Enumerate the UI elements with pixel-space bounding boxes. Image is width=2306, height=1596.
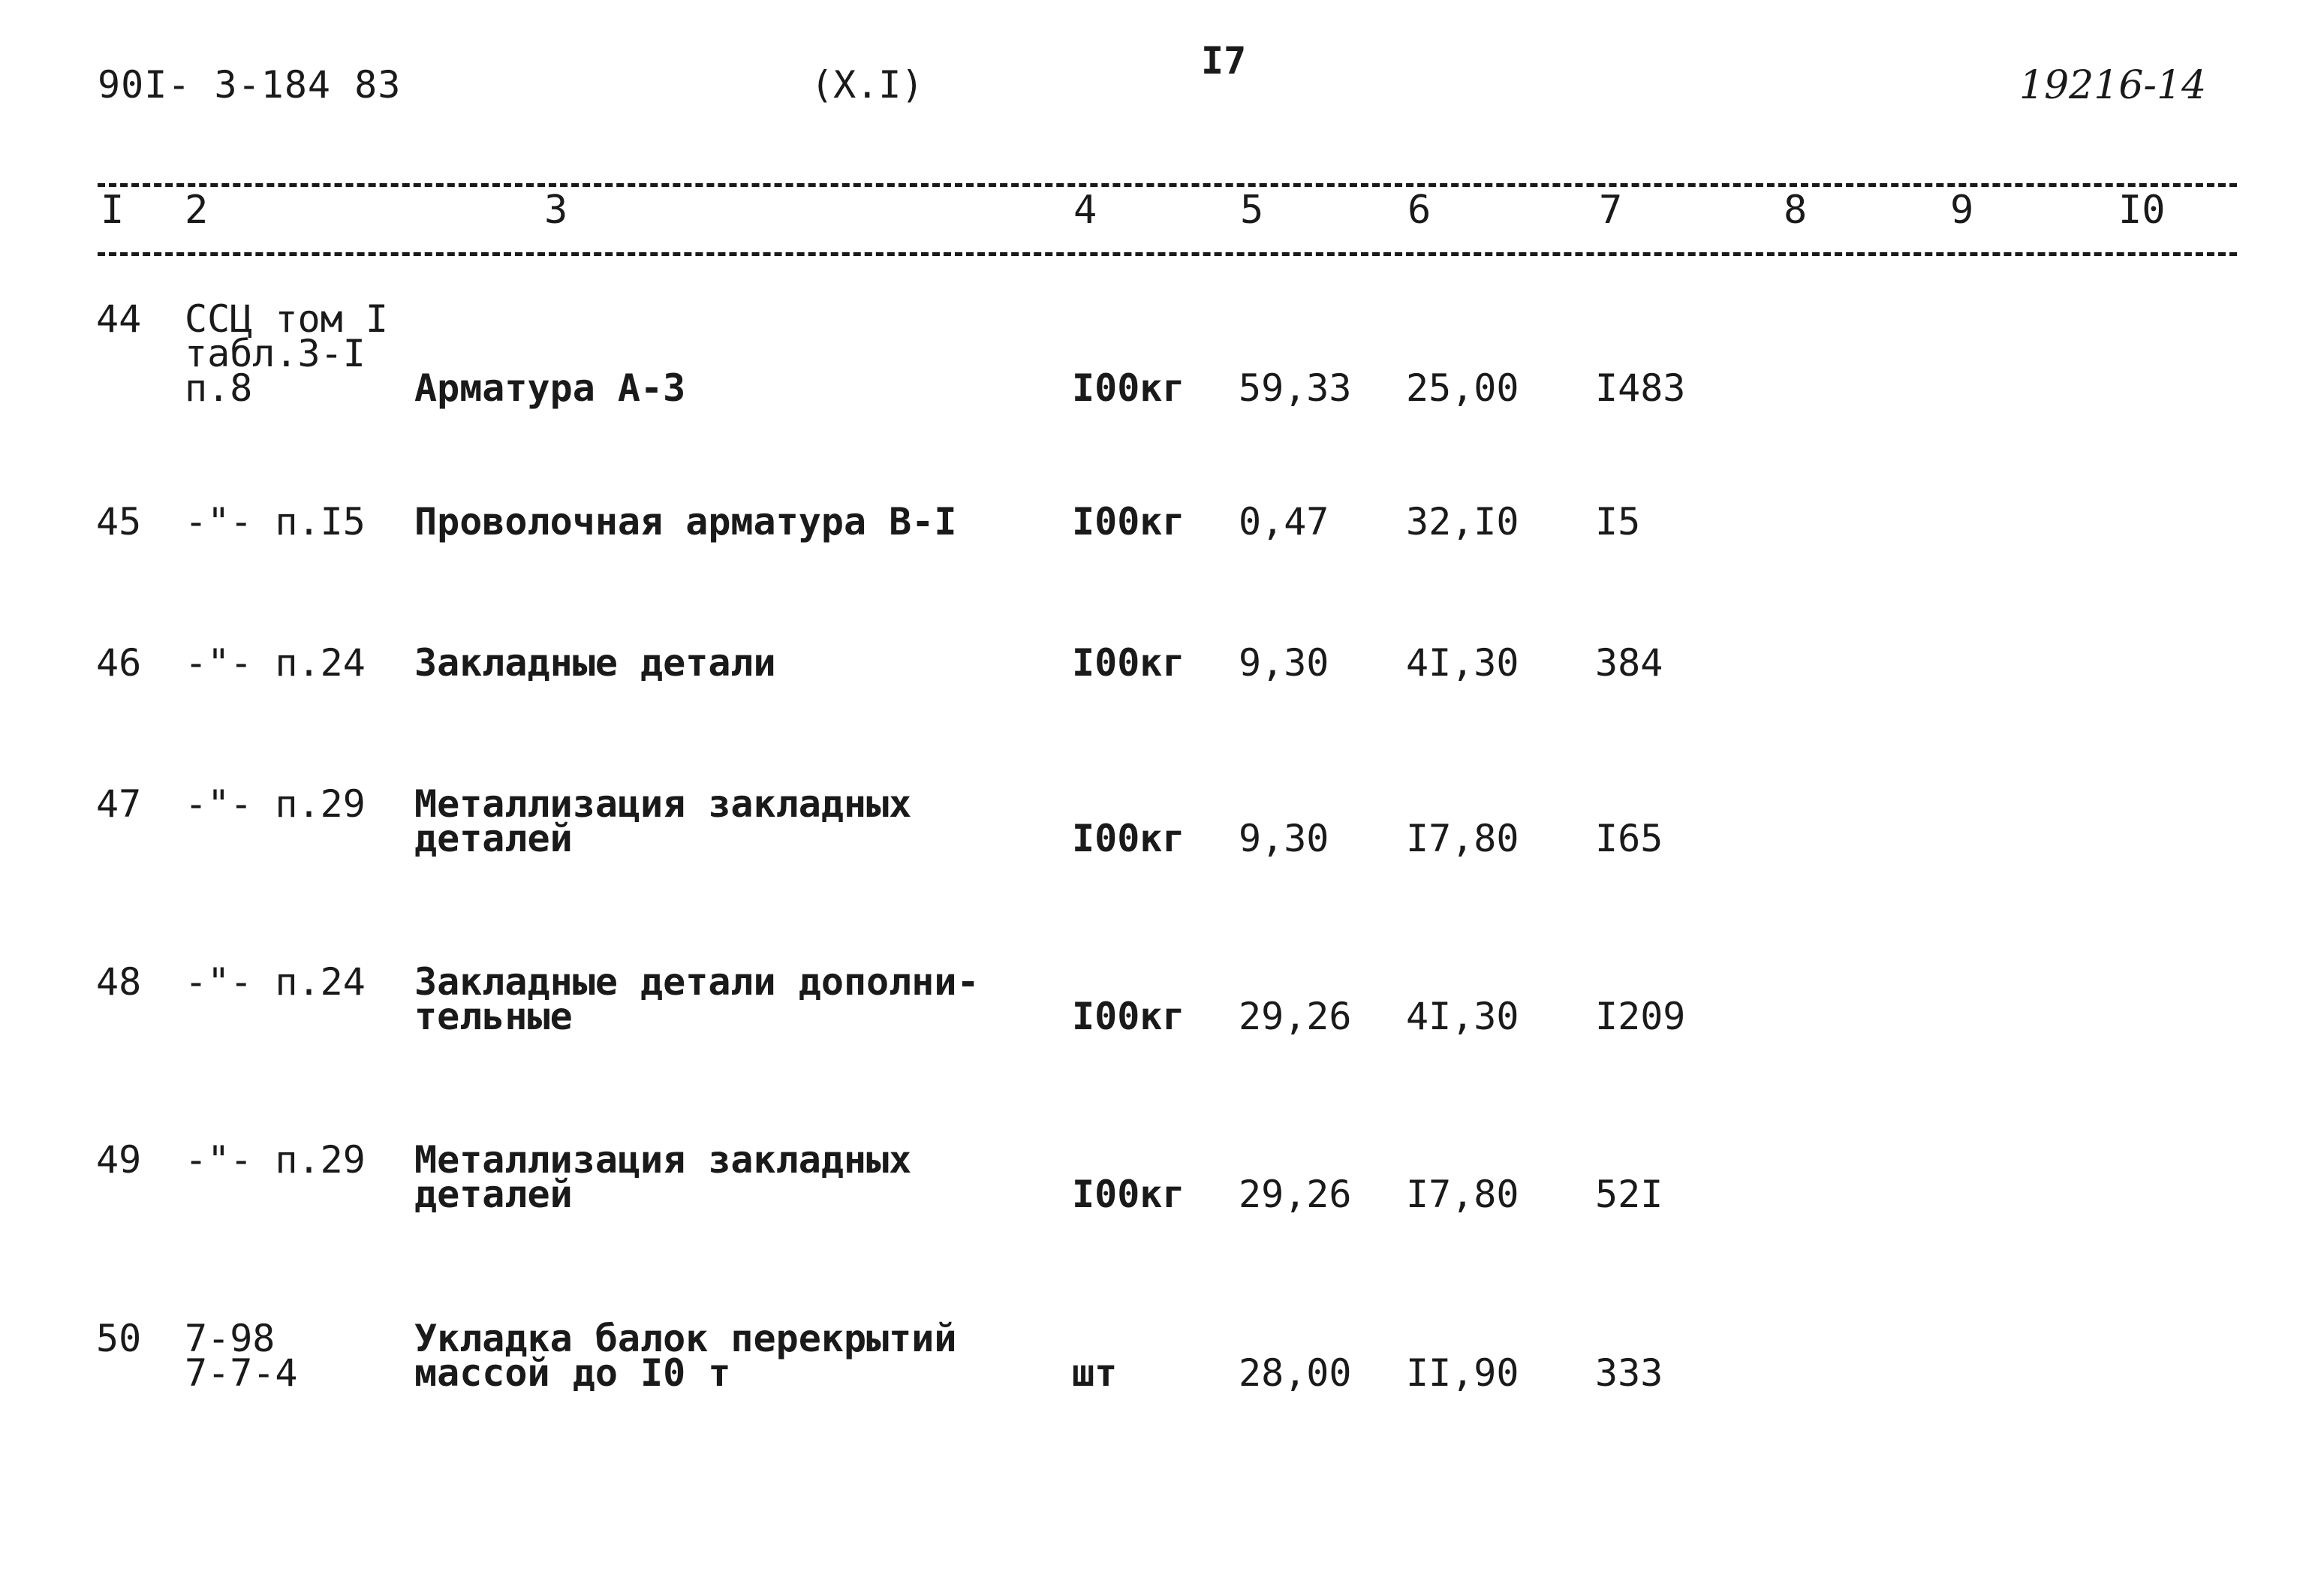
row-reference: -"- п.29 — [185, 782, 366, 826]
row-number: 44 — [96, 297, 142, 341]
row-reference: -"- п.29 — [185, 1138, 366, 1182]
row-unit-price: I7,80 — [1406, 817, 1519, 860]
row-description: деталей — [414, 817, 573, 860]
row-quantity: 29,26 — [1239, 995, 1352, 1038]
row-total: 384 — [1595, 641, 1663, 685]
row-number: 49 — [96, 1138, 142, 1182]
column-header-3: 3 — [544, 188, 568, 233]
column-header-9: 9 — [1950, 188, 1974, 233]
row-description: Проволочная арматура В-I — [414, 500, 957, 544]
row-description: Закладные детали — [414, 641, 776, 685]
row-unit: I00кг — [1072, 641, 1185, 685]
row-reference: -"- п.I5 — [185, 500, 366, 544]
row-unit-price: 4I,30 — [1406, 995, 1519, 1038]
row-quantity: 0,47 — [1239, 500, 1329, 544]
row-unit: I00кг — [1072, 1173, 1185, 1216]
row-unit: I00кг — [1072, 817, 1185, 860]
row-description: Укладка балок перекрытий — [414, 1317, 957, 1360]
row-unit-price: 4I,30 — [1406, 641, 1519, 685]
row-total: I483 — [1595, 366, 1686, 410]
header-divider-bottom — [98, 252, 2237, 256]
row-unit: I00кг — [1072, 995, 1185, 1038]
row-unit-price: I7,80 — [1406, 1173, 1519, 1216]
page-number: I7 — [1201, 39, 1247, 83]
row-unit: I00кг — [1072, 366, 1185, 410]
section-label: (X.I) — [811, 63, 924, 107]
row-reference: -"- п.24 — [185, 641, 366, 685]
row-description: Арматура А-3 — [414, 366, 686, 410]
row-description: тельные — [414, 995, 573, 1038]
row-quantity: 9,30 — [1239, 641, 1329, 685]
row-reference: ССЦ том I — [185, 297, 388, 341]
row-description: Закладные детали дополни- — [414, 960, 980, 1004]
row-description: Металлизация закладных — [414, 1138, 912, 1182]
column-header-2: 2 — [185, 188, 209, 233]
row-reference: 7-98 — [185, 1317, 275, 1360]
column-header-10: I0 — [2118, 188, 2166, 233]
row-number: 47 — [96, 782, 142, 826]
header-divider-top — [98, 183, 2237, 187]
row-quantity: 59,33 — [1239, 366, 1352, 410]
row-total: I209 — [1595, 995, 1686, 1038]
row-number: 48 — [96, 960, 142, 1004]
row-reference: табл.3-I — [185, 332, 366, 375]
sheet-code: 19216-14 — [2019, 63, 2207, 108]
row-description: массой до I0 т — [414, 1351, 731, 1395]
row-unit: шт — [1072, 1351, 1118, 1395]
row-total: I65 — [1595, 817, 1663, 860]
row-reference: п.8 — [185, 366, 253, 410]
row-reference: 7-7-4 — [185, 1351, 298, 1395]
row-total: 333 — [1595, 1351, 1663, 1395]
row-number: 45 — [96, 500, 142, 544]
row-number: 46 — [96, 641, 142, 685]
row-total: I5 — [1595, 500, 1641, 544]
row-quantity: 29,26 — [1239, 1173, 1352, 1216]
row-quantity: 28,00 — [1239, 1351, 1352, 1395]
row-reference: -"- п.24 — [185, 960, 366, 1004]
column-header-1: I — [101, 188, 125, 233]
row-unit-price: II,90 — [1406, 1351, 1519, 1395]
column-header-8: 8 — [1784, 188, 1808, 233]
row-unit-price: 25,00 — [1406, 366, 1519, 410]
document-code: 90I- 3-184 83 — [98, 63, 402, 107]
column-header-5: 5 — [1240, 188, 1264, 233]
row-description: деталей — [414, 1173, 573, 1216]
row-unit-price: 32,I0 — [1406, 500, 1519, 544]
column-header-4: 4 — [1073, 188, 1097, 233]
row-unit: I00кг — [1072, 500, 1185, 544]
column-header-7: 7 — [1599, 188, 1623, 233]
column-header-6: 6 — [1407, 188, 1431, 233]
row-description: Металлизация закладных — [414, 782, 912, 826]
row-quantity: 9,30 — [1239, 817, 1329, 860]
row-number: 50 — [96, 1317, 142, 1360]
row-total: 52I — [1595, 1173, 1663, 1216]
